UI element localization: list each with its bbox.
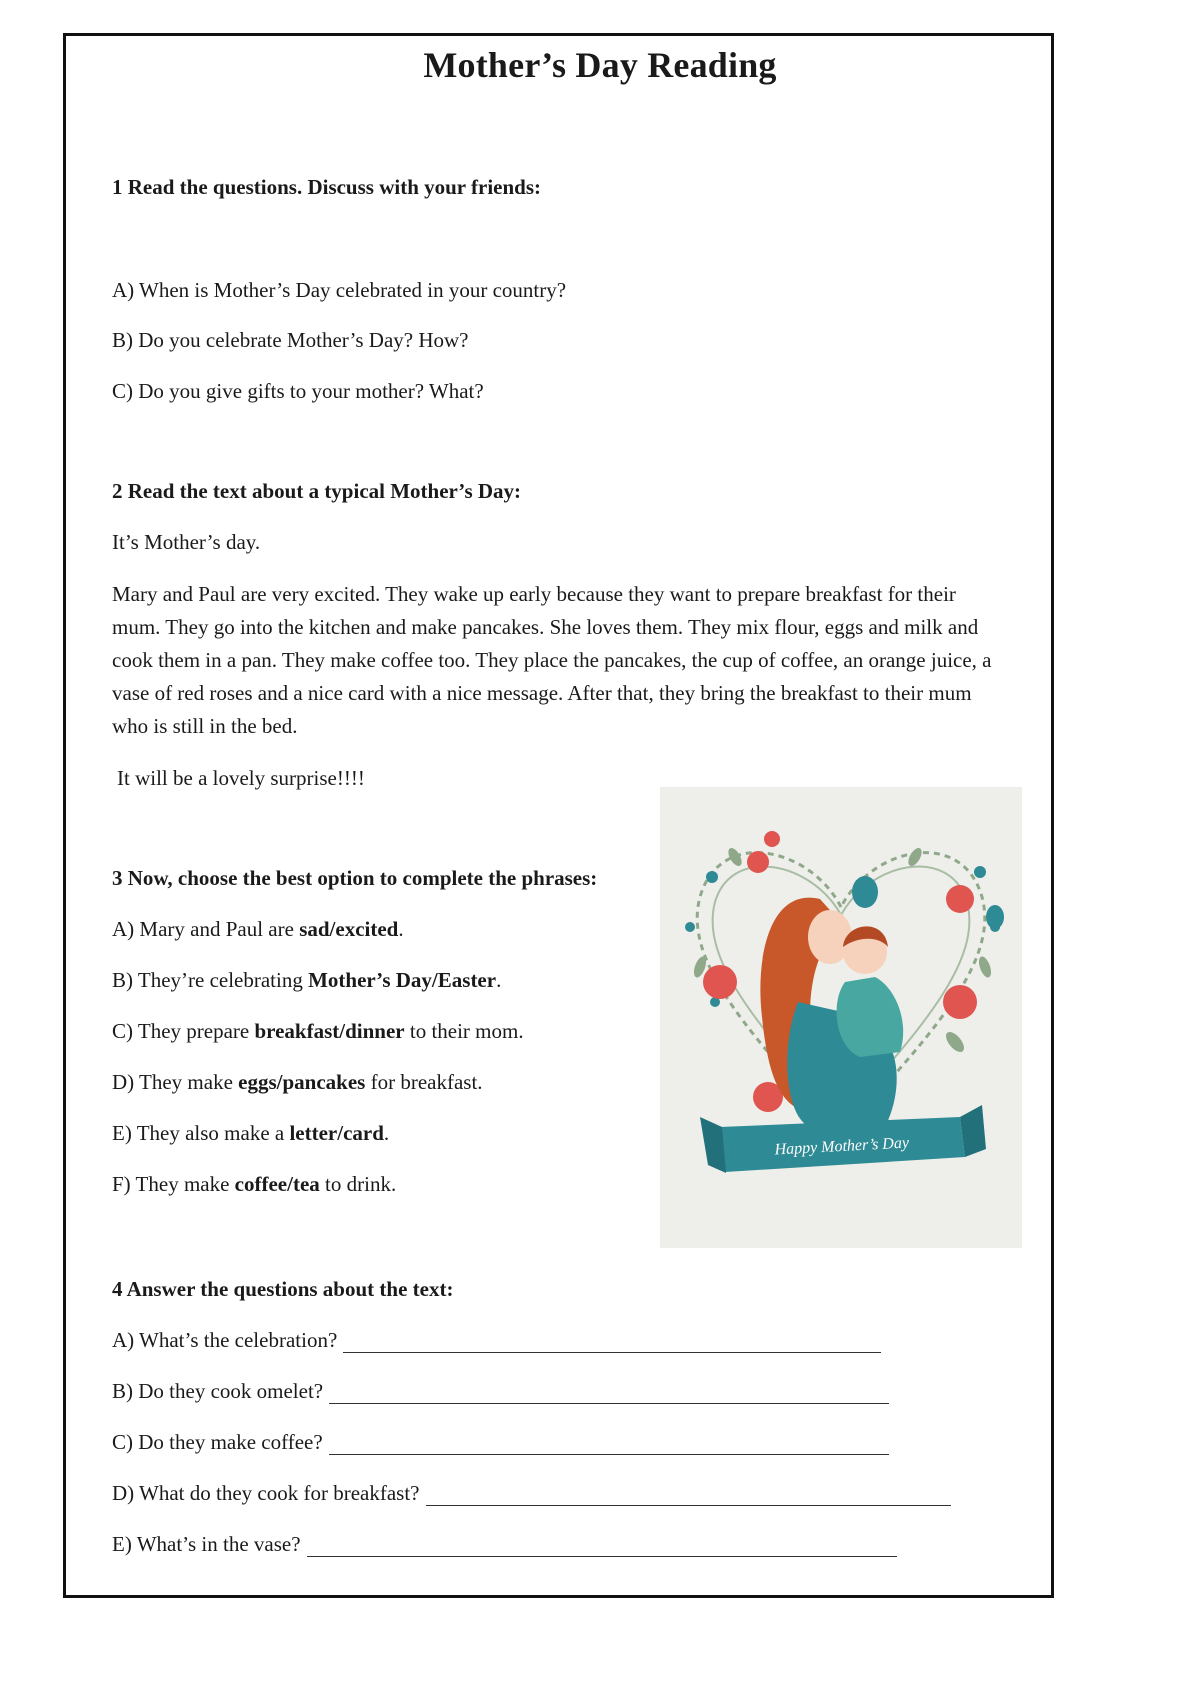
mothers-day-illustration (660, 787, 1022, 1248)
discussion-question: C) Do you give gifts to your mother? What? (112, 379, 484, 403)
answer-question: C) Do they make coffee? (112, 1430, 889, 1455)
answer-question: D) What do they cook for breakfast? (112, 1481, 951, 1506)
discussion-question: B) Do you celebrate Mother’s Day? How? (112, 328, 469, 352)
section-2-heading: 2 Read the text about a typical Mother’s Day: (112, 479, 522, 503)
option-item: D) They make eggs/pancakes for breakfast. (112, 1070, 483, 1094)
answer-question: A) What’s the celebration? (112, 1328, 881, 1353)
reading-closing: It will be a lovely surprise!!!! (117, 766, 365, 790)
discussion-question: A) When is Mother’s Day celebrated in your country? (112, 278, 567, 302)
answer-blank[interactable] (343, 1332, 881, 1353)
answer-question: E) What’s in the vase? (112, 1532, 897, 1557)
section-3-heading: 3 Now, choose the best option to complete the phrases: (112, 866, 598, 890)
answer-blank[interactable] (307, 1536, 897, 1557)
option-item: C) They prepare breakfast/dinner to their mom. (112, 1019, 524, 1043)
section-1-heading: 1 Read the questions. Discuss with your friends: (112, 175, 541, 199)
option-item: E) They also make a letter/card. (112, 1121, 390, 1145)
option-item: B) They’re celebrating Mother’s Day/Easter. (112, 968, 502, 992)
section-4-heading: 4 Answer the questions about the text: (112, 1277, 454, 1301)
reading-intro: It’s Mother’s day. (112, 530, 261, 554)
page-title: Mother’s Day Reading (423, 45, 777, 85)
answer-blank[interactable] (329, 1383, 889, 1404)
mother-and-child-heart-wreath-icon (660, 787, 1022, 1248)
answer-blank[interactable] (329, 1434, 889, 1455)
banner-text: Happy Mother’s Day (774, 1134, 910, 1159)
answer-question: B) Do they cook omelet? (112, 1379, 889, 1404)
reading-paragraph: Mary and Paul are very excited. They wake up early because they want to prepare breakfast for their mum. They go into the kitchen and make pancakes. She loves them. They mix flour, eggs and milk and cook them in a pan. They make coffee too. They place the pancakes, the cup of coffee, an orange juice, a vase of red roses and a nice card with a nice message. After that, they bring the breakfast to their mum who is still in the bed. (112, 582, 992, 738)
option-item: A) Mary and Paul are sad/excited. (112, 917, 404, 941)
answer-blank[interactable] (426, 1485, 951, 1506)
option-item: F) They make coffee/tea to drink. (112, 1172, 397, 1196)
